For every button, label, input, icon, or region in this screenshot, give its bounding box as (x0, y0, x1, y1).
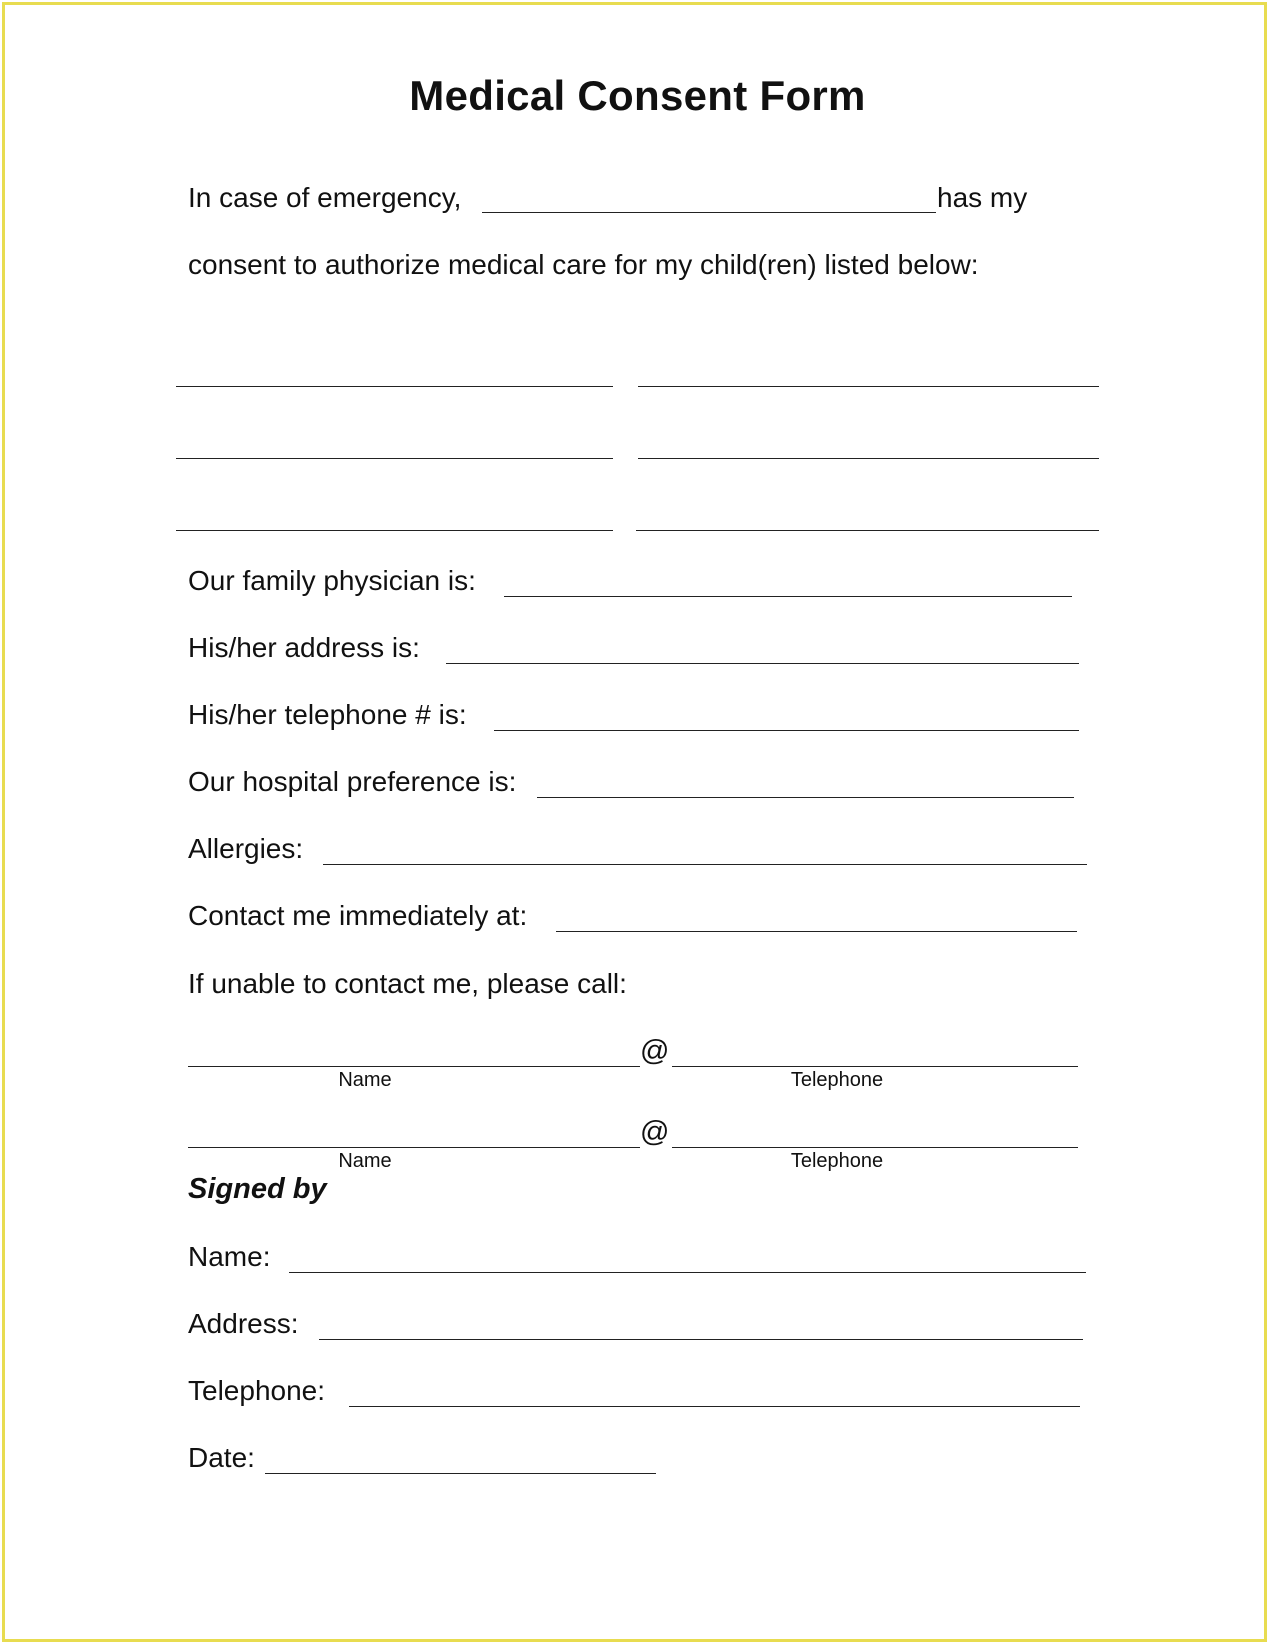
hospital-label: Our hospital preference is: (188, 766, 517, 797)
form-title: Medical Consent Form (409, 72, 866, 119)
child-line-3[interactable] (176, 458, 613, 459)
intro-suffix: has my (937, 182, 1028, 213)
signed-by-heading: Signed by (188, 1173, 327, 1205)
child-line-4[interactable] (638, 458, 1099, 459)
unable-label: If unable to contact me, please call: (188, 968, 627, 999)
alt-contact-1-telephone-caption: Telephone (790, 1069, 884, 1091)
child-line-1[interactable] (176, 386, 613, 387)
alt-contact-2-telephone-line[interactable] (672, 1147, 1078, 1148)
child-line-2[interactable] (638, 386, 1099, 387)
child-line-5[interactable] (176, 530, 613, 531)
signer-name-line[interactable] (289, 1272, 1086, 1273)
hospital-line[interactable] (537, 797, 1074, 798)
alt-contact-1-name-caption: Name (338, 1069, 392, 1091)
child-line-6[interactable] (636, 530, 1099, 531)
intro-prefix: In case of emergency, (188, 182, 462, 213)
allergies-line[interactable] (323, 864, 1087, 865)
telephone-label: His/her telephone # is: (188, 699, 467, 730)
signer-telephone-line[interactable] (349, 1406, 1080, 1407)
signer-address-label: Address: (188, 1308, 299, 1339)
address-line[interactable] (446, 663, 1079, 664)
alt-contact-2-name-line[interactable] (188, 1147, 640, 1148)
guardian-name-line[interactable] (482, 212, 936, 213)
physician-line[interactable] (504, 596, 1072, 597)
signer-date-label: Date: (188, 1442, 255, 1473)
alt-contact-2-at: @ (640, 1116, 670, 1148)
intro-line2: consent to authorize medical care for my child(ren) listed below: (188, 249, 979, 280)
signer-name-label: Name: (188, 1241, 271, 1272)
contact-line[interactable] (556, 931, 1077, 932)
alt-contact-1-at: @ (640, 1035, 670, 1067)
signer-date-line[interactable] (265, 1473, 656, 1474)
allergies-label: Allergies: (188, 833, 304, 864)
signer-address-line[interactable] (319, 1339, 1083, 1340)
alt-contact-2-name-caption: Name (338, 1150, 392, 1172)
alt-contact-2-telephone-caption: Telephone (790, 1150, 884, 1172)
physician-label: Our family physician is: (188, 565, 476, 596)
telephone-line[interactable] (494, 730, 1079, 731)
signer-telephone-label: Telephone: (188, 1375, 326, 1406)
alt-contact-1-telephone-line[interactable] (672, 1066, 1078, 1067)
alt-contact-1-name-line[interactable] (188, 1066, 640, 1067)
contact-label: Contact me immediately at: (188, 900, 528, 931)
address-label: His/her address is: (188, 632, 420, 663)
